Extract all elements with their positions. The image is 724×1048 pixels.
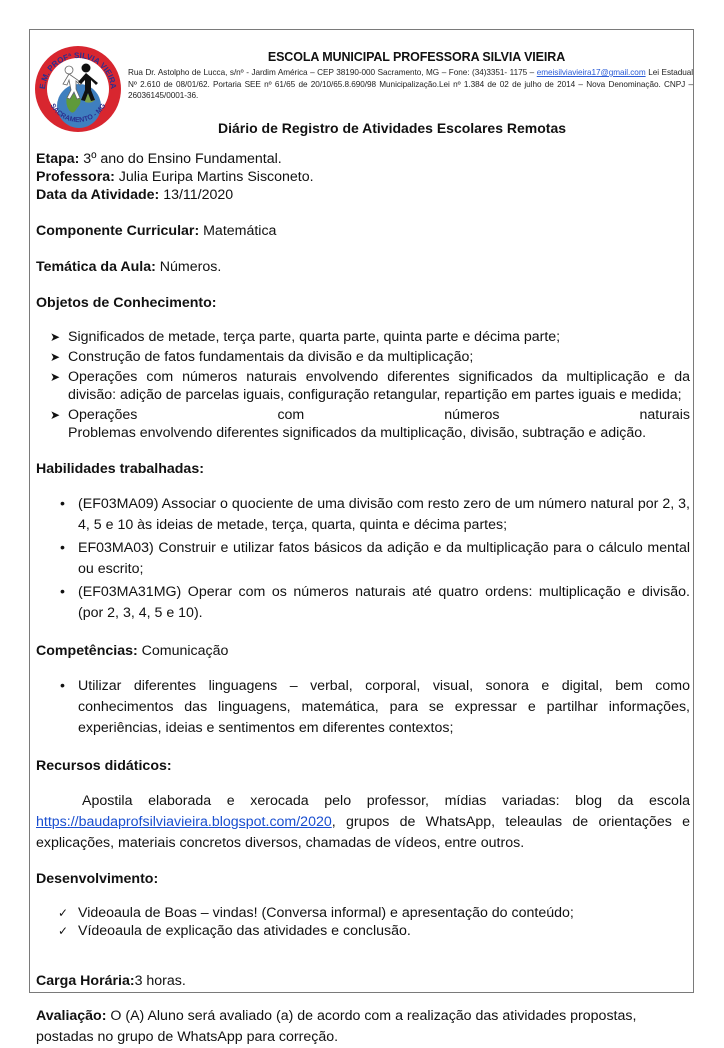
- list-item-text: Vídeoaula de explicação das atividades e conclusão.: [78, 923, 411, 939]
- tematica-value: Números.: [155, 259, 222, 275]
- carga-field: [36, 972, 690, 990]
- data-label: Data da Atividade:: [36, 187, 160, 203]
- arrow-bullet-icon: ➤: [50, 350, 61, 364]
- avaliacao-value: O (A) Aluno será avaliado (a) de acordo com a realização das atividades propostas, postadas no grupo de WhatsApp para correção.: [36, 1008, 637, 1045]
- list-item-text: (EF03MA31MG) Operar com os números naturais até quatro ordens: multiplicação e divisão. (por 2, 3, 4, 5 e 10).: [78, 584, 690, 621]
- list-item: [36, 582, 690, 624]
- objetos-list: [36, 328, 690, 442]
- word: Operações: [68, 407, 138, 423]
- habilidades-heading: [36, 460, 690, 478]
- school-email-link[interactable]: emeisilviavieira17@gmail.com: [536, 68, 646, 77]
- objetos-heading-text: Objetos de Conhecimento:: [36, 295, 217, 311]
- competencias-value: Comunicação: [137, 643, 229, 659]
- list-item-text: Utilizar diferentes linguagens – verbal, corporal, visual, sonora e digital, bem como conhecimentos das linguagens, matemática, para se expressar e partilhar informações, experiências, ideias e sentimentos em diferentes contextos;: [78, 678, 690, 736]
- avaliacao-field: [36, 1006, 690, 1048]
- word: com: [277, 407, 305, 423]
- recursos-text: Apostila elaborada e xerocada pelo professor, mídias variadas: blog da escola: [82, 793, 690, 809]
- data-value: 13/11/2020: [159, 187, 234, 203]
- logo-top-text: E.M. PROFª SILVIA VIEIRA: [37, 50, 119, 90]
- componente-value: Matemática: [199, 223, 277, 239]
- competencias-label: Competências:: [36, 643, 138, 659]
- list-item: [36, 538, 690, 580]
- data-field: [36, 186, 690, 204]
- checkmark-bullet-icon: ✓: [58, 906, 69, 920]
- list-item: [36, 904, 690, 922]
- list-item: [36, 676, 690, 739]
- word: naturais: [639, 407, 690, 423]
- desenvolvimento-heading: [36, 870, 690, 888]
- list-item-text: Videoaula de Boas – vindas! (Conversa informal) e apresentação do conteúdo;: [78, 905, 574, 921]
- componente-field: [36, 222, 690, 240]
- document-title: Diário de Registro de Atividades Escolares Remotas: [217, 120, 567, 136]
- habilidades-heading-text: Habilidades trabalhadas:: [36, 461, 204, 477]
- list-item-text: (EF03MA09) Associar o quociente de uma divisão com resto zero de um número natural por 2, 3, 4, 5 e 10 às ideias de metade, terça, quarta, quinta e décima partes;: [78, 496, 690, 533]
- list-item: [36, 328, 690, 346]
- tematica-field: [36, 258, 690, 276]
- desenvolvimento-heading-text: Desenvolvimento:: [36, 871, 159, 887]
- carga-label: Carga Horária:: [36, 973, 135, 989]
- blog-link[interactable]: https://baudaprofsilviavieira.blogspot.com/2020: [36, 814, 332, 830]
- list-item: [36, 348, 690, 366]
- recursos-paragraph: [36, 791, 690, 854]
- address-line: Rua Dr. Astolpho de Lucca, s/nº - Jardim América – CEP 38190-000 Sacramento, MG – Fone: (34)3351- 1175 –: [128, 68, 537, 77]
- school-address: [128, 67, 693, 102]
- carga-value: 3 horas.: [134, 973, 186, 989]
- professora-field: [36, 168, 690, 186]
- habilidades-list: [36, 494, 690, 624]
- list-item-text: Problemas envolvendo diferentes significados da multiplicação, divisão, subtração e adição.: [68, 425, 647, 441]
- logo-bottom-text: SACRAMENTO - MG: [48, 102, 108, 125]
- recursos-heading-text: Recursos didáticos:: [36, 758, 172, 774]
- competencias-field: [36, 642, 690, 660]
- list-item-text: Significados de metade, terça parte, quarta parte, quinta parte e décima parte;: [68, 329, 561, 345]
- arrow-bullet-icon: ➤: [50, 330, 61, 344]
- justified-line: [68, 406, 690, 424]
- school-name: ESCOLA MUNICIPAL PROFESSORA SILVIA VIEIRA: [267, 50, 566, 64]
- word: números: [444, 407, 500, 423]
- document-body: [36, 150, 690, 1048]
- componente-label: Componente Curricular:: [36, 223, 200, 239]
- etapa-label: Etapa:: [36, 151, 80, 167]
- arrow-bullet-icon: ➤: [50, 370, 61, 384]
- objetos-heading: [36, 294, 690, 312]
- dot-bullet-icon: •: [60, 540, 65, 556]
- letterhead: [128, 50, 693, 102]
- recursos-text: , grupos de WhatsApp, teleaulas de orientações e explicações, materiais concretos diversos, chamadas de vídeos, entre outros.: [36, 814, 690, 851]
- etapa-value: 3º ano do Ensino Fundamental.: [79, 151, 282, 167]
- desenvolvimento-list: [36, 904, 690, 940]
- competencias-list: [36, 676, 690, 739]
- professora-label: Professora:: [36, 169, 115, 185]
- professora-value: Julia Euripa Martins Sisconeto.: [114, 169, 314, 185]
- dot-bullet-icon: •: [60, 584, 65, 600]
- list-item: [36, 494, 690, 536]
- tematica-label: Temática da Aula:: [36, 259, 156, 275]
- list-item-text: Operações com números naturais envolvendo diferentes significados da multiplicação e da divisão: adição de parcelas iguais, configuração retangular, repartição em partes iguais e medida;: [68, 369, 690, 403]
- recursos-heading: [36, 757, 690, 775]
- checkmark-bullet-icon: ✓: [58, 924, 69, 938]
- list-item: [36, 922, 690, 940]
- list-item-text: EF03MA03) Construir e utilizar fatos básicos da adição e da multiplicação para o cálculo mental ou escrito;: [78, 540, 690, 577]
- arrow-bullet-icon: ➤: [50, 408, 61, 422]
- list-item: [36, 368, 690, 404]
- list-item: [36, 406, 690, 442]
- list-item-text: Construção de fatos fundamentais da divisão e da multiplicação;: [68, 349, 474, 365]
- dot-bullet-icon: •: [60, 496, 65, 512]
- etapa-field: [36, 150, 690, 168]
- legal-text: Lei Estadual Nº 2.610 de 08/01/62. Portaria SEE nº 61/65 de 20/10/65.8.690/98 Municipalização.Lei nº 1.384 de 02 de julho de 2014 – Nova Denominação. CNPJ – 26036145/0001-36.: [128, 68, 694, 100]
- avaliacao-label: Avaliação:: [36, 1008, 107, 1024]
- dot-bullet-icon: •: [60, 678, 65, 694]
